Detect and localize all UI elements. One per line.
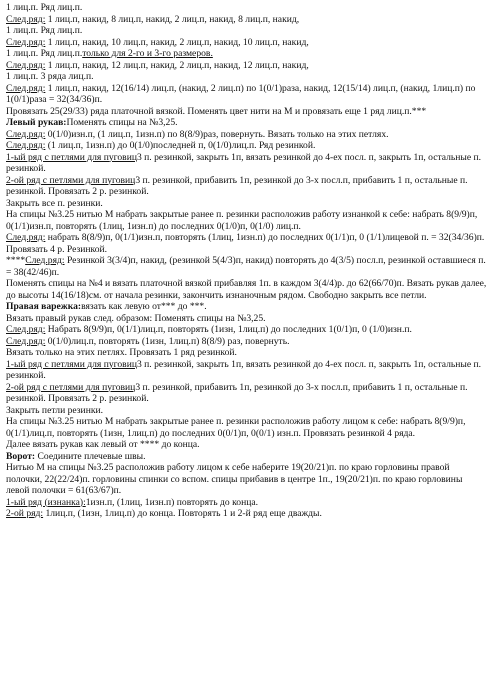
paragraph — [6, 129, 488, 141]
paragraph — [6, 359, 488, 382]
row-label: 2-ой ряд с петлями для пуговиц — [6, 174, 136, 186]
paragraph — [6, 347, 488, 359]
text-run: Набрать 8(9/9)п, 0(1/1)лиц.п, повторять (1изн, 1лиц.п) до последних 1(0/1)п, 0 (1/0)изн.п. — [45, 324, 412, 335]
text-run: Провязать 25(29/33) ряда платочной вязкой. Поменять цвет нити на М и провязать еще 1 ряд лиц.п.*** — [6, 105, 427, 117]
paragraph — [6, 71, 488, 83]
text-run: Вязать правый рукав след. образом: Поменять спицы на №3,25. — [6, 312, 266, 324]
row-label: 1-ый ряд (изнанка): — [6, 496, 86, 508]
row-label: След.ряд: — [6, 13, 46, 25]
row-label: След.ряд: — [6, 128, 46, 140]
row-label: 2-ой ряд с петлями для пуговиц — [6, 381, 136, 393]
row-label: 1-ый ряд с петлями для пуговиц — [6, 358, 137, 370]
paragraph — [6, 382, 488, 405]
text-run: набрать 8(8/9)п, 0(1/1)изн.п, повторять (1лиц, 1изн.п) до последних 0(1/1)п, 0 (1/1)лицевой п. = 32(34/36)п. Провязать 4 р. Резинкой. — [6, 232, 485, 255]
paragraph — [6, 451, 488, 463]
text-run: 1 лиц.п, накид, 10 лиц.п, накид, 2 лиц.п, накид, 10 лиц.п, накид, — [45, 36, 309, 48]
row-label: След.ряд: — [25, 255, 65, 266]
paragraph — [6, 301, 488, 313]
paragraph — [6, 209, 488, 232]
text-run: 1 лиц.п, накид, 12 лиц.п, накид, 2 лиц.п, накид, 12 лиц.п, накид, — [45, 59, 309, 71]
row-label: След.ряд: — [6, 324, 46, 335]
text-run: Закрыть петли резинки. — [6, 404, 104, 416]
row-label: 1-ый ряд с петлями для пуговиц — [6, 151, 137, 163]
text-run: 3 п. резинкой, прибавить 1п, резинкой до 3-х посл.п, прибавить 1 п, остальные п. резинкой. Провязать 2 р. резинкой. — [6, 174, 468, 197]
row-label: След.ряд: — [6, 36, 46, 48]
text-run: **** — [6, 255, 26, 266]
paragraph — [6, 152, 488, 175]
text-run: 1 лиц.п. Ряд лиц.п. — [6, 48, 83, 59]
row-label: След.ряд: — [6, 82, 46, 94]
paragraph — [6, 60, 488, 72]
paragraph — [6, 232, 488, 255]
paragraph — [6, 106, 488, 118]
text-run: Соедините плечевые швы. — [35, 450, 146, 462]
paragraph — [6, 140, 488, 152]
paragraph — [6, 175, 488, 198]
text-run: 0(1/0)лиц.п, повторять (1изн, 1лиц.п) 8(8/9) раз, повернуть. — [45, 335, 290, 347]
paragraph — [6, 14, 488, 26]
text-run: вязать как левую от*** до ***. — [81, 301, 207, 312]
text-run: 3 п. резинкой, закрыть 1п, вязать резинкой до 4-ех посл. п, закрыть 1п, остальные п. резинкой. — [6, 358, 482, 381]
paragraph — [6, 25, 488, 37]
row-label: След.ряд: — [6, 140, 46, 151]
row-label: След.ряд: — [6, 232, 46, 243]
paragraph — [6, 2, 488, 14]
paragraph — [6, 336, 488, 348]
paragraph — [6, 439, 488, 451]
row-label: След.ряд: — [6, 335, 46, 347]
paragraph — [6, 508, 488, 520]
row-label: След.ряд: — [6, 59, 46, 71]
text-run: 3 п. резинкой, прибавить 1п, резинкой до 3-х посл.п, прибавить 1 п, остальные п. резинкой. Провязать 2 р. резинкой. — [6, 381, 468, 404]
row-label: 2-ой ряд: — [6, 508, 44, 519]
text-run: Далее вязать рукав как левый от **** до конца. — [6, 439, 200, 450]
paragraph — [6, 313, 488, 325]
text-run: На спицы №3.25 нитью М набрать закрытые ранее п. резинки расположив работу изнанкой к себе: набрать 8(9/9)п, 0(1/1)изн.п, повторять (1лиц, 1изн.п) до последних 0(1/0)п, 0(1/0) лиц.п. — [6, 209, 478, 232]
paragraph — [6, 416, 488, 439]
paragraph — [6, 278, 488, 301]
text-run: 3 п. резинкой, закрыть 1п, вязать резинкой до 4-ех посл. п, закрыть 1п, остальные п. резинкой. — [6, 151, 482, 174]
section-heading: Ворот: — [6, 450, 36, 462]
text-run: 1 лиц.п, накид, 12(16/14) лиц.п, (накид, 2 лиц.п) по 1(0/1)раза, накид, 12(15/14) лиц.п, (накид, 1лиц.п) по 1(0/1)раза = 32(34/36)п. — [6, 82, 476, 105]
text-run: Поменять спицы на №4 и вязать платочной вязкой прибавляя 1п. в каждом 3(4/4)р. до 62(66/70)п. Вязать рукав далее, до высоты 14(16/18)см. от начала резинки, закончить изнаночным рядом. Свободно закрыть все петли. — [6, 278, 487, 301]
text-run: 0(1/0)изн.п, (1 лиц.п, 1изн.п) по 8(8/9)раз, повернуть. Вязать только на этих петлях. — [45, 128, 389, 140]
text-run: 1изн.п, (1лиц, 1изн.п) повторять до конца. — [85, 496, 258, 508]
text-run: 1 лиц.п. Ряд лиц.п. — [6, 2, 83, 13]
paragraph — [6, 324, 488, 336]
paragraph — [6, 37, 488, 49]
paragraph — [6, 117, 488, 129]
paragraph — [6, 48, 488, 60]
text-run: Вязать только на этих петлях. Провязать 1 ряд резинкой. — [6, 347, 237, 358]
row-label: только для 2-го и 3-го размеров. — [82, 48, 213, 59]
text-run: Резинкой 3(3/4)п, накид, (резинкой 5(4/3)п, накид) повторять до 4(3/5) посл.п, резинкой оставшиеся п. = 38(42/46)п. — [6, 255, 486, 278]
text-run: Поменять спицы на №3,25. — [66, 117, 178, 128]
text-run: 1 лиц.п. 3 ряда лиц.п. — [6, 71, 94, 82]
text-run: Закрыть все п. резинки. — [6, 197, 103, 209]
text-run: 1 лиц.п. Ряд лиц.п. — [6, 25, 83, 36]
section-heading: Правая варежка: — [6, 301, 82, 312]
section-heading: Левый рукав: — [6, 117, 67, 128]
paragraph — [6, 198, 488, 210]
paragraph — [6, 83, 488, 106]
paragraph — [6, 497, 488, 509]
text-run: Нитью М на спицы №3.25 расположив работу лицом к себе наберите 19(20/21)п. по краю горловины правой полочки, 22(22/24)п. горловины спинки со вспом. спицы прибавив в центре 1п., 19(20/21)п. по краю горловины левой полочки = 61(63/67)п. — [6, 462, 463, 496]
text-run: (1 лиц.п, 1изн.п) до 0(1/0)последней п, 0(1/0)лиц.п. Ряд резинкой. — [45, 140, 316, 151]
paragraph — [6, 255, 488, 278]
text-run: На спицы №3.25 нитью М набрать закрытые ранее п. резинки расположив работу лицом к себе: набрать 8(9/9)п, 0(1/1)лиц.п, повторять (1изн, 1лиц.п) до последних 0(0/1)п, 0(0/1) изн.п. Провязать резинкой 4 ряда. — [6, 416, 466, 439]
paragraph — [6, 462, 488, 497]
paragraph — [6, 405, 488, 417]
text-run: 1 лиц.п, накид, 8 лиц.п, накид, 2 лиц.п, накид, 8 лиц.п, накид, — [45, 13, 300, 25]
text-run: 1лиц.п, (1изн, 1лиц.п) до конца. Повторять 1 и 2-й ряд еще дважды. — [43, 508, 322, 519]
